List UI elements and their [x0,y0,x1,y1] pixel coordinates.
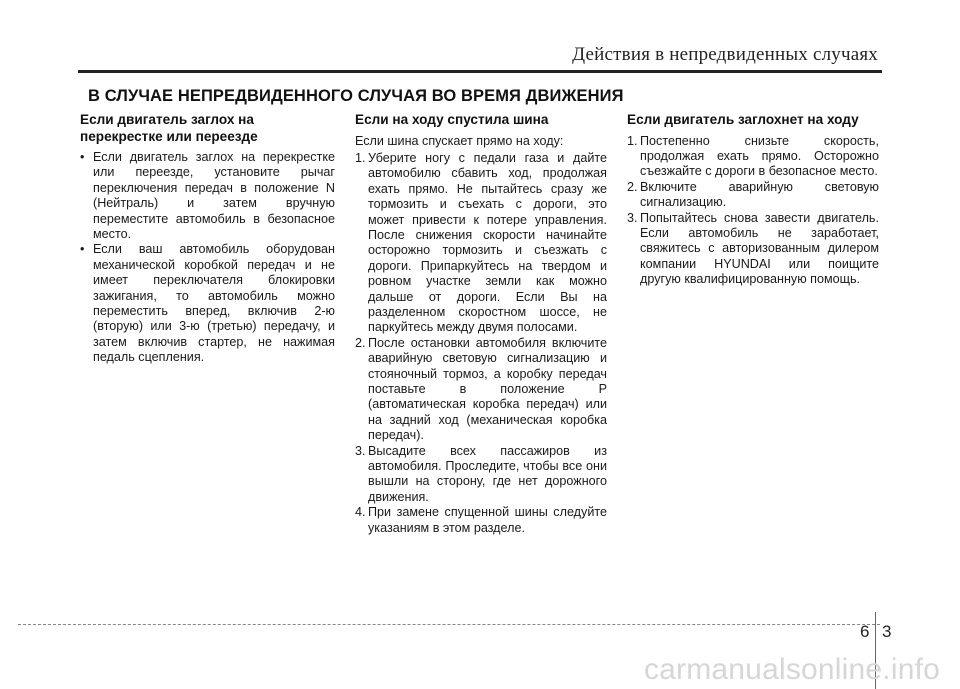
subheading-engine-stalls: Если двигатель заглохнет на ходу [627,112,859,127]
list-item [355,336,607,444]
list-item [355,444,607,506]
number-marker: 3. [627,210,638,225]
column-engine-stalls-while-driving [627,112,879,288]
subheading-flat-tire: Если на ходу спустила шина [355,112,549,127]
footer-rule [18,624,880,625]
numbered-list [627,134,879,288]
list-item-text: Если двигатель заглох на перекрестке или переезде, установите рычаг переключения передач в положение N (Нейтраль) и затем вручную переместите автомобиль в безопасное место. [93,150,335,242]
subheading-stalled-at-crossing: Если двигатель заглох на перекрестке или переезде [80,112,258,144]
list-item [627,211,879,288]
list-item [627,180,879,211]
list-item-text: Уберите ногу с педали газа и дайте автомобилю сбавить ход, продолжая ехать прямо. Не пытайтесь сразу же тормозить и съехать с дороги, это может привести к потере управления. После снижения скорости начинайте осторожно тормозить и съезжать с дороги. Припаркуйтесь на твердом и ровном участке земли как можно дальше от дороги. Если Вы на разделенном скоростном шоссе, не паркуйтесь между двумя полосами. [368,150,607,335]
page-number: 3 [882,622,892,641]
bullet-marker: • [80,150,85,164]
header-rule [78,70,882,73]
column-flat-tire [355,112,607,536]
list-item [80,242,335,365]
intro-text: Если шина спускает прямо на ходу: [355,133,564,148]
numbered-list [355,151,607,536]
number-marker: 4. [355,505,366,520]
section-heading: В СЛУЧАЕ НЕПРЕДВИДЕННОГО СЛУЧАЯ ВО ВРЕМЯ ДВИЖЕНИЯ [88,87,624,105]
list-item-text: Попытайтесь снова завести двигатель. Если автомобиль не заработает, свяжитесь с авторизованным дилером компании HYUNDAI или поищите другую квалифицированную помощь. [640,210,879,287]
number-marker: 1. [355,150,366,165]
list-item-text: Включите аварийную световую сигнализацию. [640,179,879,210]
bullet-marker: • [80,242,85,257]
chapter-title: Действия в непредвиденных случаях [572,44,878,65]
list-item-text: При замене спущенной шины следуйте указаниям в этом разделе. [368,505,607,535]
number-marker: 2. [627,179,638,194]
column-stalled-at-crossing [80,112,335,366]
list-item [627,134,879,180]
bullet-list [80,150,335,366]
number-marker: 2. [355,335,366,350]
list-item-text: Высадите всех пассажиров из автомобиля. Проследите, чтобы все они вышли на сторону, где нет дорожного движения. [368,443,607,504]
list-item [80,150,335,242]
list-item [355,151,607,336]
list-item-text: Постепенно снизьте скорость, продолжая ехать прямо. Осторожно съезжайте с дороги в безопасное место. [640,133,879,179]
list-item-text: Если ваш автомобиль оборудован механической коробкой передач и не имеет переключателя блокировки зажигания, то автомобиль можно переместить вперед, включив 2-ю (вторую) или 3-ю (третью) передачу, и затем включив стартер, не нажимая педаль сцепления. [93,242,335,365]
chapter-number: 6 [860,622,870,641]
number-marker: 3. [355,443,366,458]
list-item [355,505,607,536]
watermark: carmanualsonline.info [643,653,940,686]
list-item-text: После остановки автомобиля включите аварийную световую сигнализацию и стояночный тормоз, а коробку передач поставьте в положение P (автоматическая коробка передач) или на задний ход (механическая коробка передач). [368,335,607,443]
number-marker: 1. [627,133,638,148]
